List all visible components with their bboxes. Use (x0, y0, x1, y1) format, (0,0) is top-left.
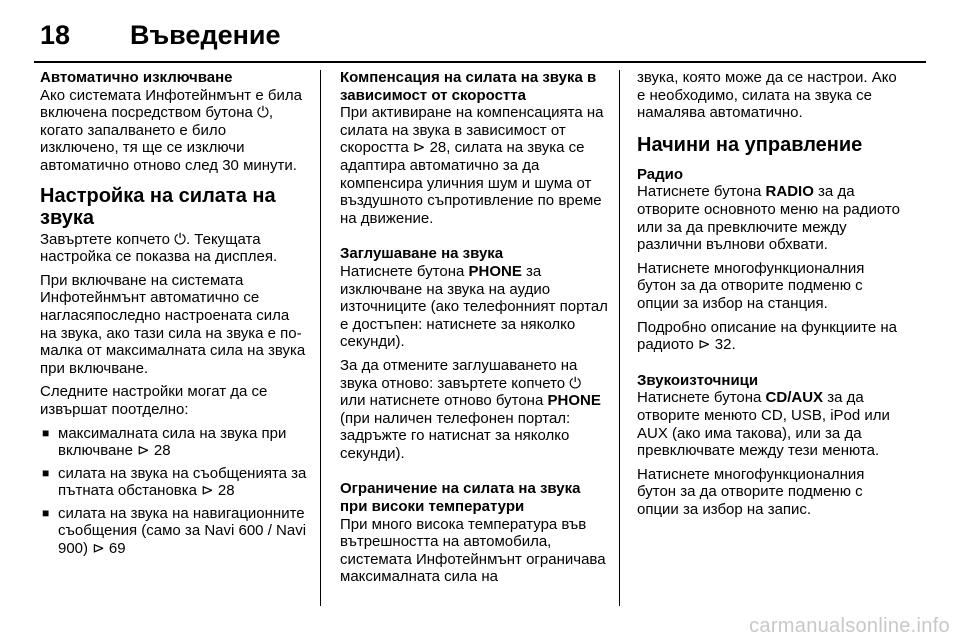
paragraph-volume-3: Следните настройки могат да се извършат поотделно: (40, 383, 268, 418)
heading-auto-off: Автоматично изключване (40, 69, 233, 86)
column-divider-2 (619, 70, 620, 606)
paragraph-volume-2: При включване на системата Инфотейнмънт автоматично се нагласяпоследно настроената сила на звука, ако тази сила на звука е по-малка от максималната сила на звука при включване. (40, 271, 306, 377)
heading-control-modes: Начини на управление (637, 133, 863, 156)
paragraph-radio-3: Подробно описание на функциите на радиото ⊳ 32. (637, 318, 897, 354)
phone-key-label: PHONE (547, 392, 601, 410)
paragraph-temperature-continued: звука, която може да се настрои. Ако е необходимо, силата на звука се намалява автоматично. (637, 69, 897, 122)
column-1 (40, 69, 308, 564)
list-item: ■ силата на звука на навигационните съобщения (само за Navi 600 / Navi 900) ⊳ 69 (42, 504, 307, 558)
paragraph-radio-2: Натиснете многофункционалния бутон за да отворите подменю с опции за избор на станция. (637, 259, 865, 312)
header-divider (34, 61, 926, 63)
heading-mute: Заглушаване на звука (340, 245, 504, 263)
heading-temperature-limit: Ограничение на силата на звука при високи температури (340, 480, 581, 516)
heading-audio-sources: Звукоизточници (637, 371, 759, 389)
column-divider-1 (320, 70, 321, 606)
watermark: carmanualsonline.info (749, 615, 950, 637)
paragraph-speed-compensation: При активиране на компенсацията на силата на звука в зависимост от скоростта ⊳ 28, силата на звука се адаптира автоматично за да компенсира уличния шум и шума от въздушното съпротивление по време на движение. (340, 104, 604, 227)
radio-key-label: RADIO (765, 183, 814, 201)
list-item: ■ максималната сила на звука при включване ⊳ 28 (42, 424, 287, 460)
heading-speed-compensation: Компенсация на силата на звука в зависимост от скоростта (340, 69, 597, 104)
paragraph-volume-1: Завъртете копчето ⏻. Текущата настройка се показва на дисплея. (40, 230, 278, 266)
paragraph-auto-off: Ако системата Инфотейнмънт е била включена посредством бутона ⏻, когато запалването е било изключено, тя ще се изключи автоматично отново след 30 минути. (40, 86, 302, 174)
bullet-icon: ■ (42, 425, 50, 440)
phone-key-label: PHONE (468, 262, 522, 280)
list-item: ■ силата на звука на съобщенията за пътната обстановка ⊳ 28 (42, 464, 307, 500)
paragraph-mute-1: Натиснете бутона PHONE за изключване на звука на аудио източниците (ако телефонният портал е достъпен: натиснете за няколко секунди). (340, 262, 608, 351)
paragraph-radio-1: Натиснете бутона RADIO за да отворите основното меню на радиото или за да превключите между различни вълнови обхвати. (637, 183, 900, 254)
bullet-icon: ■ (42, 465, 50, 480)
column-2 (340, 69, 608, 592)
heading-radio: Радио (637, 165, 684, 183)
page-number: 18 (40, 20, 71, 50)
page-header (34, 14, 926, 54)
paragraph-mute-2: За да отмените заглушаването на звука отново: завъртете копчето ⏻ или натиснете отново бутона PHONE (при наличен телефонен портал: задръжте го натиснат за няколко секунди). (340, 356, 601, 462)
heading-volume: Настройка на силата на звука (40, 184, 276, 229)
paragraph-sources-2: Натиснете многофункционалния бутон за да отворите подменю с опции за избор на запис. (637, 465, 865, 518)
cd-aux-key-label: CD/AUX (765, 389, 824, 407)
page-title: Въведение (130, 20, 281, 50)
bullet-icon: ■ (42, 505, 50, 520)
paragraph-temperature-limit: При много висока температура във вътрешността на автомобила, системата Инфотейнмънт ограничава максималната сила на (340, 515, 606, 586)
volume-settings-list (40, 425, 308, 558)
column-3 (637, 69, 907, 524)
paragraph-sources-1: Натиснете бутона CD/AUX за да отворите менюто CD, USB, iPod или AUX (ако има такова), или за да превключвате между тези менюта. (637, 389, 890, 460)
